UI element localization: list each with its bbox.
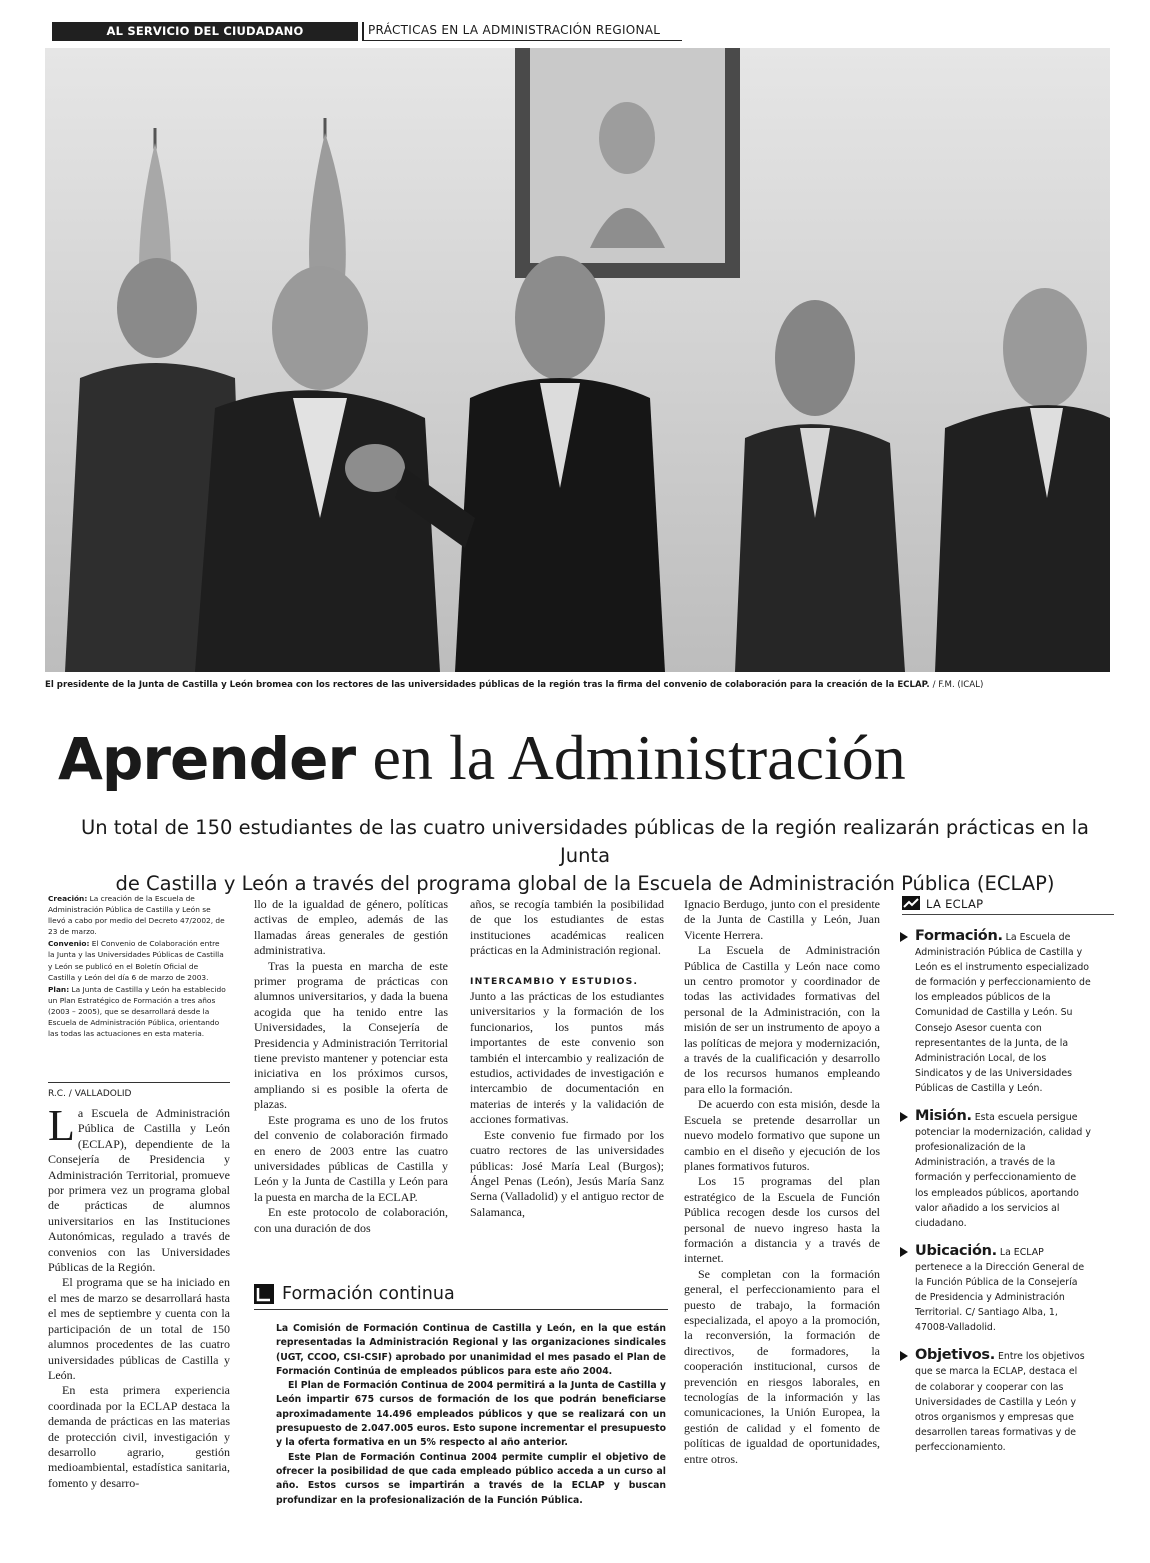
- subhead-line-2: de Castilla y León a través del programa global de la Escuela de Administración Pública (ECLAP): [115, 872, 1055, 895]
- intercambio-heading-text: INTERCAMBIO Y ESTUDIOS.: [470, 975, 639, 987]
- article-column-4: [684, 897, 880, 1467]
- header-divider: [362, 22, 364, 41]
- eclap-item-text: La Escuela de Administración Pública de Castilla y León es el instrumento especializado de formación y perfeccionamiento de los empleados públicos de la Comunidad de Castilla y León. Su Consejo Asesor cuenta con representantes de la Junta, de la Administración Local, de los Sindicatos y de las Universidades Públicas de Castilla y León.: [915, 932, 1091, 1094]
- arrow-marker-icon: [900, 1112, 908, 1122]
- caption-text: El presidente de la Junta de Castilla y León bromea con los rectores de las universidades públicas de la región tras la firma del convenio de colaboración para la creación de la ECLAP.: [45, 680, 930, 690]
- headline: [58, 718, 1118, 799]
- article-paragraph: El programa que se ha iniciado en el mes de marzo se desarrollará hasta el mes de septiembre y cuenta con la participación de un total de 150 alumnos procedentes de las cuatro universidades públicas de Castilla y León.: [48, 1275, 230, 1382]
- trend-line-icon: [902, 896, 920, 910]
- article-paragraph: Este convenio fue firmado por los cuatro rectores de las universidades públicas: José María Leal (Burgos); Ángel Penas (León), Jesús María Sanz Serna (Valladolid) y el antiguo rector de Salamanca,: [470, 1127, 664, 1219]
- fc-paragraph: La Comisión de Formación Continua de Castilla y León, en la que están representadas la Administración Regional y las organizaciones sindicales (UGT, CCOO, CSI-CSIF) aprobado por unanimidad el mes pasado el Plan de Formación Continúa de empleados públicos para este año 2004.: [276, 1323, 666, 1377]
- header-rule: [364, 40, 682, 41]
- headline-bold: Aprender: [58, 725, 356, 793]
- eclap-item: [915, 1244, 1091, 1336]
- article-paragraph: [48, 1101, 230, 1275]
- intercambio-heading: [470, 973, 664, 989]
- fc-paragraph: El Plan de Formación Continua de 2004 permitirá a la Junta de Castilla y León impartir 675 cursos de formación de los que podrán beneficiarse aproximadamente 14.496 empleados públicos y que se realizará con un presupuesto de 2.047.005 euros. Esto supone incrementar el presupuesto y la oferta formativa en un 5% respecto al año anterior.: [276, 1380, 666, 1449]
- article-paragraph: Los 15 programas del plan estratégico de la Escuela de Función Pública recogen desde los cursos del personal de nuevo ingreso hasta la formación a distancia y a través de internet.: [684, 1174, 880, 1266]
- photo-caption: [45, 680, 1120, 690]
- article-paragraph: En esta primera experiencia coordinada por la ECLAP destaca la demanda de prácticas en las materias de protección civil, investigación y desarrollo agrario, gestión medioambiental, estadística sanitaria, fomento y desarro-: [48, 1383, 230, 1490]
- eclap-item: [915, 1348, 1091, 1455]
- subhead-line-1: Un total de 150 estudiantes de las cuatro universidades públicas de la región realizarán prácticas en la Junta: [80, 816, 1090, 867]
- article-paragraph: Tras la puesta en marcha de este primer programa de prácticas con alumnos universitarios, y dada la buena acogida que ha tenido entre las Universidades, la Consejería de Presidencia y Administración Territorial tiene previsto mantener y potenciar esta iniciativa en los próximos cursos, ampliando si es posible la oferta de plazas.: [254, 958, 448, 1112]
- eclap-item-key: Formación.: [915, 928, 1003, 944]
- formacion-continua-title: Formación continua: [282, 1284, 455, 1304]
- fact-text: El Convenio de Colaboración entre la Junta y las Universidades Públicas de Castilla y León se publicó en el Boletín Oficial de Castilla y León del día 6 de marzo de 2003.: [48, 939, 224, 982]
- article-column-1: [48, 1101, 230, 1491]
- fact-label: Plan:: [48, 984, 70, 994]
- document-corner-icon: [254, 1284, 274, 1304]
- eclap-item-text: La ECLAP pertenece a la Dirección General de la Función Pública de la Consejería de Presidencia y Administración Territorial. C/ Santiago Alba, 1, 47008-Valladolid.: [915, 1246, 1085, 1334]
- arrow-marker-icon: [900, 1351, 908, 1361]
- fact-item: [48, 893, 226, 937]
- fc-paragraph: Este Plan de Formación Continua 2004 permite cumplir el objetivo de ofrecer la posibilidad de que cada empleado público acceda a un curso al año. Estos cursos se impartirán a través de la ECLAP y buscan profundizar en la profesionalización de la Función Pública.: [276, 1451, 666, 1506]
- eclap-item: [915, 929, 1091, 1096]
- section-label: AL SERVICIO DEL CIUDADANO: [106, 24, 304, 38]
- paragraph-text: a Escuela de Administración Pública de Castilla y León (ECLAP), dependiente de la Consejería de Presidencia y Administración Territorial, promueve por primera vez un programa global de prácticas de alumnos universitarios en las Instituciones Autonómicas, regulado a través de convenios con las Universidades Públicas de la Región.: [48, 1106, 230, 1275]
- article-paragraph: De acuerdo con esta misión, desde la Escuela se pretende desarrollar un nuevo modelo formativo que supone un cambio en el diseño y ejecución de los planes formativos futuros.: [684, 1097, 880, 1173]
- headline-rest: en la Administración: [372, 722, 906, 793]
- article-paragraph: En este protocolo de colaboración, con una duración de dos: [254, 1205, 448, 1235]
- eclap-sidebar-title: LA ECLAP: [926, 897, 984, 911]
- eclap-item: [915, 1109, 1091, 1231]
- article-column-2: [254, 897, 448, 1236]
- article-paragraph: Junto a las prácticas de los estudiantes universitarios y la formación de los funcionarios, los puntos más importantes de este convenio son también el intercambio y realización de estudios, actividades de investigación e intercambio de documentación en materias de interés y la validación de acciones formativas.: [470, 989, 664, 1127]
- drop-cap: L: [48, 1101, 75, 1150]
- fact-label: Convenio:: [48, 939, 90, 949]
- fact-item: [48, 984, 226, 1039]
- article-column-3: [470, 897, 664, 1220]
- article-paragraph: Este programa es uno de los frutos del convenio de colaboración firmado en enero de 2003 entre las cuatro universidades públicas de Castilla y León y la Junta de Castilla y León para la puesta en marcha de la ECLAP.: [254, 1112, 448, 1204]
- article-photo: [45, 48, 1110, 672]
- eclap-sidebar-rule: [902, 914, 1114, 915]
- subheadline: [55, 814, 1115, 898]
- article-paragraph: llo de la igualdad de género, políticas activas de empleo, además de las llamadas áreas generales de gestión administrativa.: [254, 897, 448, 958]
- eclap-sidebar: [915, 929, 1091, 1468]
- fact-box-rule: [48, 1082, 230, 1083]
- photo-illustration: [45, 48, 1110, 672]
- eclap-item-key: Misión.: [915, 1108, 972, 1125]
- fact-label: Creación:: [48, 894, 88, 903]
- fact-item: [48, 938, 226, 982]
- subsection-label: PRÁCTICAS EN LA ADMINISTRACIÓN REGIONAL: [368, 23, 661, 37]
- section-header-bar: [52, 22, 358, 41]
- article-paragraph: Ignacio Berdugo, junto con el presidente de la Junta de Castilla y León, Juan Vicente Herrera.: [684, 897, 880, 942]
- eclap-item-text: Esta escuela persigue potenciar la modernización, calidad y profesionalización de la Administración, a través de la formación y perfeccionamiento de los empleados públicos, aportando valor añadido a los servicios al ciudadano.: [915, 1112, 1091, 1229]
- fact-text: La Junta de Castilla y León ha establecido un Plan Estratégico de Formación a tres años (2003 – 2005), que se desarrollará desde la Escuela de Administración Pública, orientando las todas las actuaciones en esta materia.: [48, 984, 226, 1039]
- article-paragraph: Se completan con la formación general, el perfeccionamiento para el puesto de trabajo, la formación especializada, el apoyo a la promoción, la reconversión, la formación de directivos, de formadores, la cooperación institucional, cursos de prevención en riesgos laborales, en tecnologías de la información y las comunicaciones, la Unión Europea, la gestión de calidad y el fomento de políticas de igualdad de oportunidades, entre otros.: [684, 1266, 880, 1466]
- arrow-marker-icon: [900, 932, 908, 942]
- eclap-item-text: Entre los objetivos que se marca la ECLAP, destaca el de colaborar y cooperar con las Universidades de Castilla y León y otros organismos y empresas que desarrollen tareas formativas y de perfeccionamiento.: [915, 1351, 1085, 1453]
- formacion-continua-text: [276, 1322, 666, 1508]
- eclap-item-key: Ubicación.: [915, 1242, 997, 1259]
- fact-box: [48, 893, 226, 1040]
- arrow-marker-icon: [900, 1247, 908, 1257]
- formacion-continua-rule: [254, 1309, 668, 1310]
- photo-credit: / F.M. (ICAL): [932, 680, 984, 690]
- article-paragraph: años, se recogía también la posibilidad de que los estudiantes de estas instituciones académicas realicen prácticas en la Administración regional.: [470, 897, 664, 958]
- fact-text: La creación de la Escuela de Administración Pública de Castilla y León se llevó a cabo por medio del Decreto 47/2002, de 23 de marzo.: [48, 894, 225, 937]
- byline: R.C. / VALLADOLID: [48, 1089, 132, 1099]
- article-paragraph: La Escuela de Administración Pública de Castilla y León nace como un centro promotor y coordinador de todas las actividades formativas del personal de la Administración, con la misión de ser un instrumento de apoyo a las políticas de mejora y modernización, a través de la cualificación y desarrollo de los recursos humanos empleando para ello la formación.: [684, 943, 880, 1096]
- eclap-item-key: Objetivos.: [915, 1347, 995, 1364]
